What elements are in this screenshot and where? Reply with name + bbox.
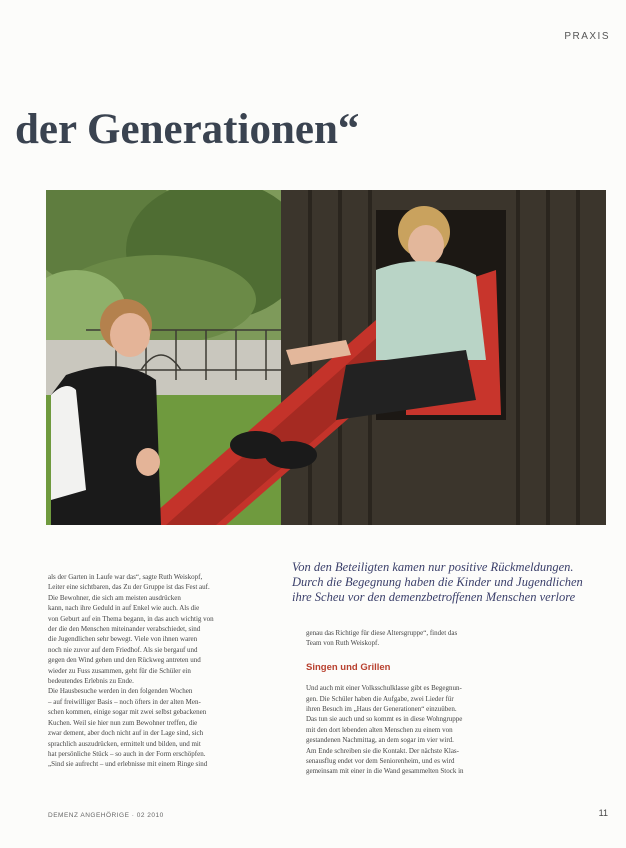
- body-line: wieder zu Fuss zusammen, geht für die Schüler ein: [48, 666, 191, 675]
- caption-line: ihre Scheu vor den demenzbetroffenen Menschen verlore: [292, 590, 576, 604]
- article-headline: der Generationen“: [15, 106, 360, 153]
- body-line: „Sind sie aufrecht – und erlebnisse mit einem Ringe sind: [48, 760, 208, 769]
- body-line: Kuchen. Weil sie hier nun zum Bewohner treffen, die: [48, 718, 198, 727]
- body-line: gestandenen Nachmittag, an dem sogar im vier wird.: [306, 736, 454, 745]
- section-subheading: Singen und Grillen: [306, 661, 391, 673]
- body-line: Leiter eine sichtbaren, das Zu der Gruppe ist das Fest auf.: [48, 583, 210, 592]
- body-line: mit den dort lebenden alten Menschen zu einem von: [306, 725, 453, 734]
- caption-line: Durch die Begegnung haben die Kinder und Jugendlichen: [292, 575, 583, 589]
- body-line: bedeutendes Erlebnis zu Ende.: [48, 677, 134, 686]
- body-line: Und auch mit einer Volksschulklasse gibt es Begegnun-: [306, 684, 462, 693]
- photo-caption: [292, 560, 626, 605]
- body-line: ihren Besuch im „Haus der Generationen“ einzuüben.: [306, 705, 457, 714]
- body-line: als der Garten in Laufe war das“, sagte Ruth Weiskopf,: [48, 573, 203, 581]
- body-line: sprachlich auszudrücken, ermittelt und bilden, und mit: [48, 739, 201, 748]
- body-line: senausflug endet vor dem Seniorenheim, und es wird: [306, 757, 455, 766]
- body-line: hat persönliche Stück – so auch in der Form erschöpfen.: [48, 749, 206, 758]
- body-line: gegen den Wind gehen und den Rückweg antreten und: [48, 656, 201, 665]
- body-line: schen kommen, einige sogar mit zwei selbst gebackenen: [48, 708, 207, 717]
- page-number: 11: [598, 808, 608, 818]
- body-line: von Geburt auf ein Thema begann, in das auch wichtig von: [48, 614, 214, 623]
- right-column-text: [306, 628, 526, 777]
- body-line: Am Ende schreiben sie die Kontakt. Der nächste Klas-: [306, 746, 459, 755]
- body-line: gen. Die Schüler haben die Aufgabe, zwei Lieder für: [306, 694, 454, 703]
- body-line: Die Hausbesuche werden in den folgenden Wochen: [48, 687, 193, 696]
- caption-line: Von den Beteiligten kamen nur positive Rückmeldungen.: [292, 560, 574, 574]
- left-column-text: [48, 572, 274, 770]
- body-line: zwar dement, aber doch nicht auf in der Lage sind, sich: [48, 729, 204, 738]
- article-photo: [46, 190, 606, 525]
- footer-publication: DEMENZ ANGEHÖRIGE · 02 2010: [48, 812, 164, 819]
- body-line: genau das Richtige für diese Altersgruppe“, findet das: [306, 629, 458, 637]
- body-line: noch nie zuvor auf dem Friedhof. Als sie bergauf und: [48, 645, 198, 654]
- body-line: gemeinsam mit einer in die Wand gesammelten Stock in: [306, 767, 464, 776]
- body-line: die Jugendlichen sehr bewegt. Viele von ihnen waren: [48, 635, 198, 644]
- body-line: – auf freiwilliger Basis – noch öfters in der alten Men-: [48, 697, 201, 706]
- body-line: Das tun sie auch und so kommt es in diese Wohngruppe: [306, 715, 463, 724]
- body-line: kann, nach ihre Geduld in auf Enkel wie auch. Als die: [48, 604, 200, 613]
- body-line: Team von Ruth Weiskopf.: [306, 639, 380, 648]
- body-line: Die Bewohner, die sich am meisten ausdrücken: [48, 593, 181, 602]
- body-line: der die den Menschen miteinander verabschiedet, sind: [48, 625, 201, 634]
- section-label: PRAXIS: [564, 31, 610, 42]
